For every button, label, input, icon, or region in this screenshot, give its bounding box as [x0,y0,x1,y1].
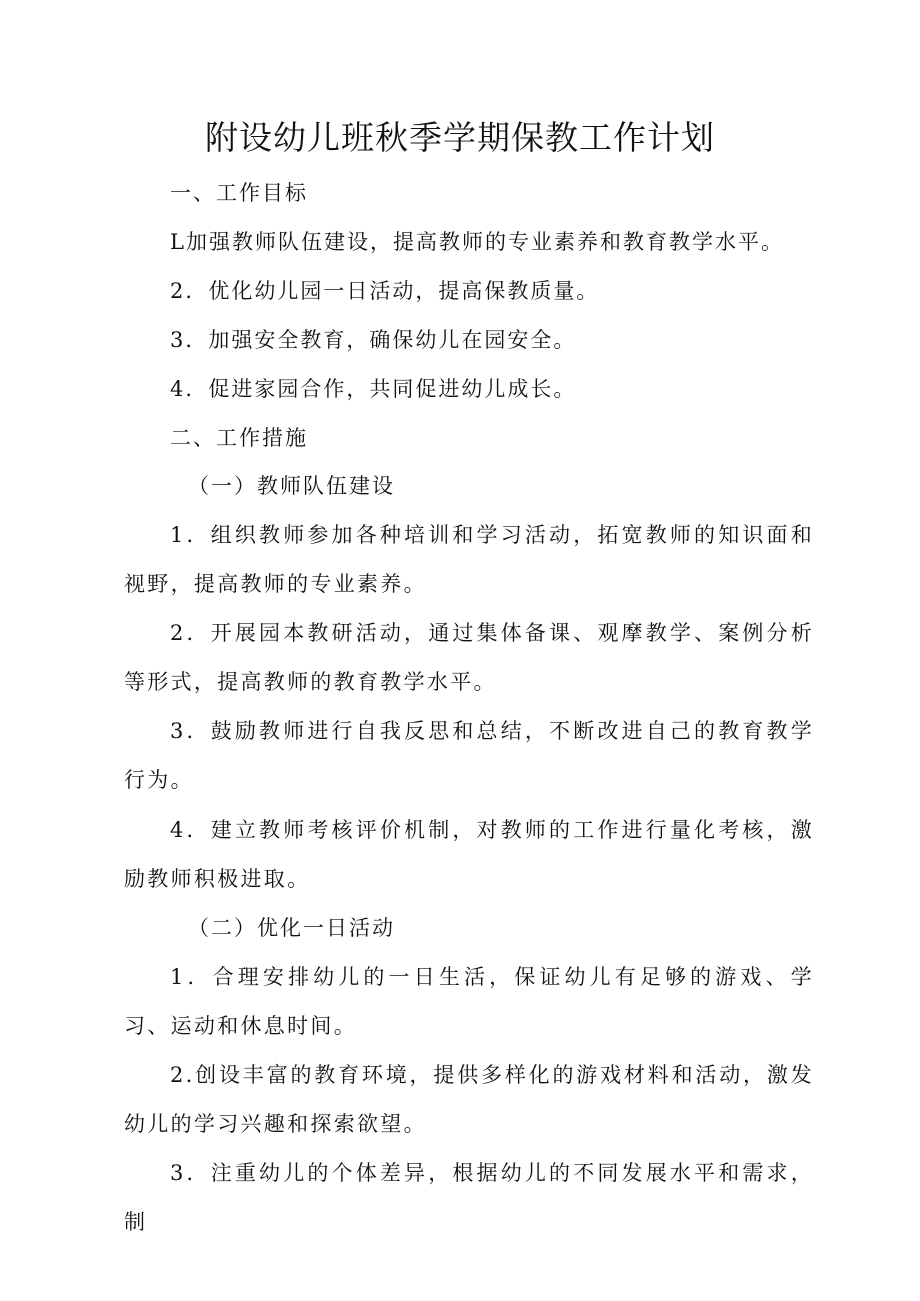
subsection-heading-teachers: （一）教师队伍建设 [188,474,395,498]
subsection-heading-daily-activities: （二）优化一日活动 [188,916,395,940]
measure-item: 2.创设丰富的教育环境，提供多样化的游戏材料和活动，激发幼儿的学习兴趣和探索欲望。 [124,1063,814,1136]
section-heading-measures: 二、工作措施 [170,426,308,450]
goal-item: 3．加强安全教育，确保幼儿在园安全。 [170,328,577,352]
measure-item: 4．建立教师考核评价机制，对教师的工作进行量化考核，激励教师积极进取。 [124,818,814,891]
goal-item: L加强教师队伍建设，提高教师的专业素养和教育教学水平。 [170,230,784,254]
measure-item: 3．鼓励教师进行自我反思和总结，不断改进自己的教育教学行为。 [124,719,814,792]
measure-item: 1．组织教师参加各种培训和学习活动，拓宽教师的知识面和视野，提高教师的专业素养。 [124,523,814,596]
goal-item: 2．优化幼儿园一日活动，提高保教质量。 [170,279,600,303]
measure-item: 2．开展园本教研活动，通过集体备课、观摩教学、案例分析等形式，提高教师的教育教学水平。 [124,621,814,694]
section-heading-goals: 一、工作目标 [170,181,308,205]
goal-item: 4．促进家园合作，共同促进幼儿成长。 [170,377,577,401]
measure-item: 1．合理安排幼儿的一日生活，保证幼儿有足够的游戏、学习、运动和休息时间。 [124,965,814,1038]
document-title: 附设幼儿班秋季学期保教工作计划 [205,118,715,157]
measure-item: 3．注重幼儿的个体差异，根据幼儿的不同发展水平和需求，制 [124,1161,814,1234]
